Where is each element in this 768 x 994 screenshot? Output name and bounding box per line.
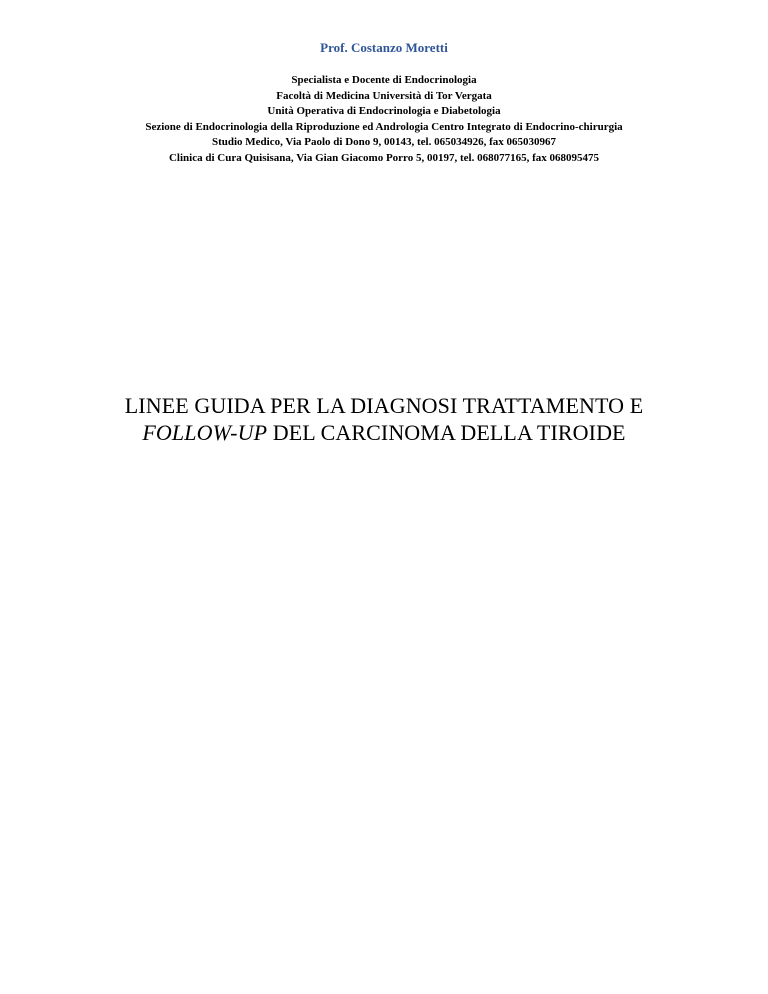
affiliation-line-faculty: Facoltà di Medicina Università di Tor Vergata — [276, 89, 492, 102]
author-name: Prof. Costanzo Moretti — [320, 40, 448, 55]
affiliation-line-studio: Studio Medico, Via Paolo di Dono 9, 00143, tel. 065034926, fax 065030967 — [211, 136, 557, 148]
title-italic-term: FOLLOW-UP — [142, 420, 268, 445]
title-line-2-rest: DEL CARCINOMA DELLA TIROIDE — [267, 420, 626, 445]
affiliation-line-section: Sezione di Endocrinologia della Riproduzione ed Andrologia Centro Integrato di Endocrino-chirurgia — [145, 120, 623, 133]
affiliation-line-clinic: Clinica di Cura Quisisana, Via Gian Giacomo Porro 5, 00197, tel. 068077165, fax 068095475 — [168, 151, 600, 164]
document-title — [0, 392, 768, 446]
letterhead — [0, 40, 768, 166]
affiliation-line-role: Specialista e Docente di Endocrinologia — [291, 74, 477, 86]
title-line-2 — [0, 419, 768, 446]
title-line-1: LINEE GUIDA PER LA DIAGNOSI TRATTAMENTO E — [124, 393, 644, 418]
affiliation-line-unit: Unità Operativa di Endocrinologia e Diabetologia — [267, 105, 501, 117]
